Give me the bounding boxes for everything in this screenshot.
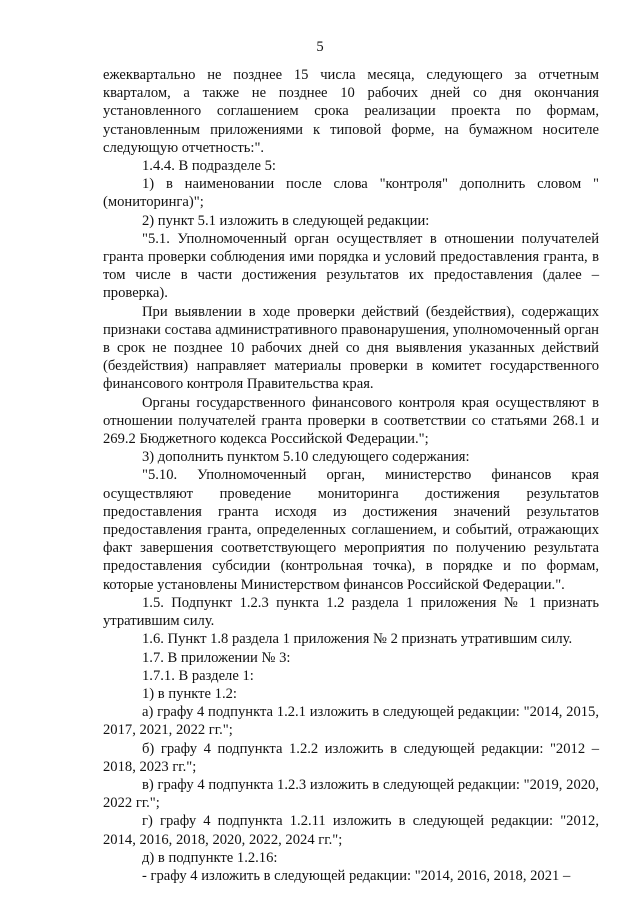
paragraph: 1) в наименовании после слова "контроля" дополнить словом "(мониторинга)"; bbox=[103, 176, 599, 211]
paragraph: - графу 4 изложить в следующей редакции: "2014, 2016, 2018, 2021 – bbox=[142, 867, 571, 884]
paragraph: 1.5. Подпункт 1.2.3 пункта 1.2 раздела 1 приложения № 1 признать утратившим силу. bbox=[103, 594, 599, 630]
paragraph: в) графу 4 подпункта 1.2.3 изложить в следующей редакции: "2019, 2020, 2022 гг."; bbox=[103, 776, 599, 812]
paragraph: 1.7.1. В разделе 1: bbox=[142, 667, 254, 684]
paragraph: ежеквартально не позднее 15 числа месяца, следующего за отчетным кварталом, а также не позднее 10 рабочих дней со дня окончания установленного соглашением срока реализации проекта по формам, установленным приложениями к типовой форме, на бумажном носителе следующую отчетность:". bbox=[103, 67, 599, 156]
paragraph: г) графу 4 подпункта 1.2.11 изложить в следующей редакции: "2012, 2014, 2016, 2018, 2020, 2022, 2024 гг."; bbox=[103, 813, 599, 848]
paragraph: б) графу 4 подпункта 1.2.2 изложить в следующей редакции: "2012 – 2018, 2023 гг."; bbox=[103, 740, 599, 775]
page-number: 5 bbox=[316, 39, 324, 55]
paragraph: 1.7. В приложении № 3: bbox=[142, 649, 291, 666]
paragraph: "5.1. Уполномоченный орган осуществляет в отношении получателей гранта проверки соблюдения ими порядка и условий предоставления гранта, в том числе в части достижения результатов их предоставления (далее – проверка). bbox=[103, 230, 599, 302]
paragraph: 1) в пункте 1.2: bbox=[142, 685, 237, 702]
paragraph: 3) дополнить пунктом 5.10 следующего содержания: bbox=[142, 449, 470, 466]
paragraph: 1.4.4. В подразделе 5: bbox=[142, 158, 276, 175]
paragraph: 2) пункт 5.1 изложить в следующей редакции: bbox=[142, 212, 430, 229]
paragraph: д) в подпункте 1.2.16: bbox=[142, 849, 278, 866]
paragraph: При выявлении в ходе проверки действий (бездействия), содержащих признаки состава административного правонарушения, уполномоченный орган в срок не позднее 10 рабочих дней со дня выявления указанных действий (бездействия) направляет материалы проверки в комитет государственного финансового контроля Правительства края. bbox=[103, 303, 599, 393]
paragraph: а) графу 4 подпункта 1.2.1 изложить в следующей редакции: "2014, 2015, 2017, 2021, 2022 гг."; bbox=[103, 704, 599, 739]
paragraph: "5.10. Уполномоченный орган, министерство финансов края осуществляют проведение мониторинга достижения результатов предоставления гранта исходя из достижения значений результатов предоставления гранта, определенных соглашением, и событий, отражающих факт завершения соответствующего мероприятия по получению результата предоставления субсидии (контрольная точка), в порядке и по формам, которые установлены Министерством финансов Российской Федерации.". bbox=[103, 467, 599, 593]
paragraph: 1.6. Пункт 1.8 раздела 1 приложения № 2 признать утратившим силу. bbox=[142, 631, 573, 648]
document-body bbox=[103, 66, 599, 885]
paragraph: Органы государственного финансового контроля края осуществляют в отношении получателей гранта проверки в соответствии со статьями 268.1 и 269.2 Бюджетного кодекса Российской Федерации."; bbox=[103, 394, 599, 448]
